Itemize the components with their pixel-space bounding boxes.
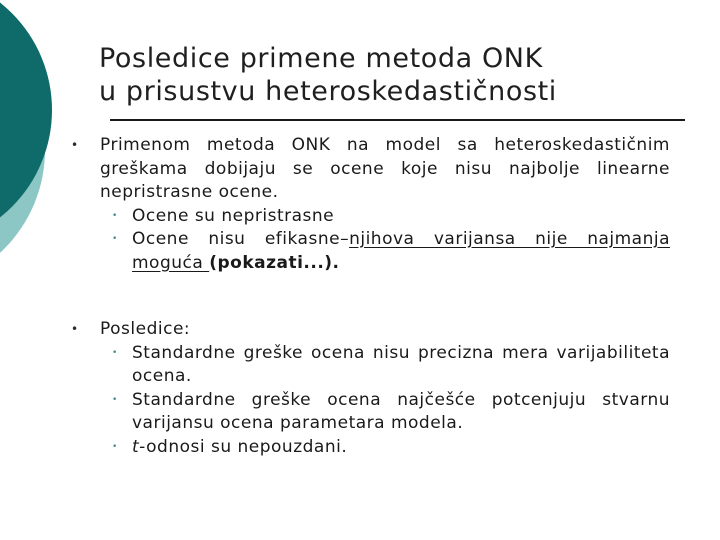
- decorative-circles-graphic: [0, 0, 60, 290]
- sub-bullet-1-1: [112, 205, 670, 229]
- sub-bullet-1-2-plain: Ocene nisu efikasne–: [132, 229, 350, 249]
- bullet-dot-icon: •: [71, 138, 79, 152]
- sub-bullet-dot-icon: •: [112, 347, 118, 358]
- title-underline-rule: [110, 119, 685, 121]
- sub-bullet-1-1-text: Ocene su nepristrasne: [132, 205, 335, 226]
- bullet-item-1: [71, 134, 671, 275]
- sub-bullet-2-2: [112, 389, 670, 436]
- sub-bullet-2-1-text: Standardne greške ocena nisu precizna mera varijabiliteta ocena.: [132, 342, 670, 386]
- title-line-1: Posledice primene metoda ONK: [99, 43, 543, 74]
- slide-title: [99, 42, 699, 108]
- bullet-2-text: Posledice:: [100, 319, 191, 339]
- sub-bullet-1-2-bold: (pokazati...).: [209, 252, 340, 273]
- sub-bullet-2-3-italic: t: [132, 436, 140, 457]
- sub-bullet-2-3: [112, 436, 670, 460]
- title-line-2: u prisustvu heteroskedastičnosti: [99, 76, 557, 107]
- sub-bullet-2-1: [112, 342, 670, 389]
- bullet-dot-icon: •: [71, 322, 79, 336]
- sub-bullet-dot-icon: •: [112, 210, 118, 221]
- sub-bullet-2-2-text: Standardne greške ocena najčešće potcenjuju stvarnu varijansu ocena parametara modela.: [132, 389, 670, 433]
- bullet-1-text: Primenom metoda ONK na model sa heteroskedastičnim greškama dobijaju se ocene koje nisu najbolje linearne nepristrasne ocene.: [100, 135, 670, 202]
- sub-bullet-1-2: [112, 228, 671, 275]
- sub-bullet-2-3-rest: -odnosi su nepouzdani.: [139, 436, 348, 457]
- sub-bullet-dot-icon: •: [112, 394, 118, 405]
- sub-bullet-dot-icon: •: [112, 234, 118, 244]
- bullet-item-2: [71, 318, 670, 459]
- sub-bullet-1-2-underlined: njihova varijansa nije najmanja moguća: [132, 229, 671, 273]
- sub-bullet-dot-icon: •: [112, 441, 118, 452]
